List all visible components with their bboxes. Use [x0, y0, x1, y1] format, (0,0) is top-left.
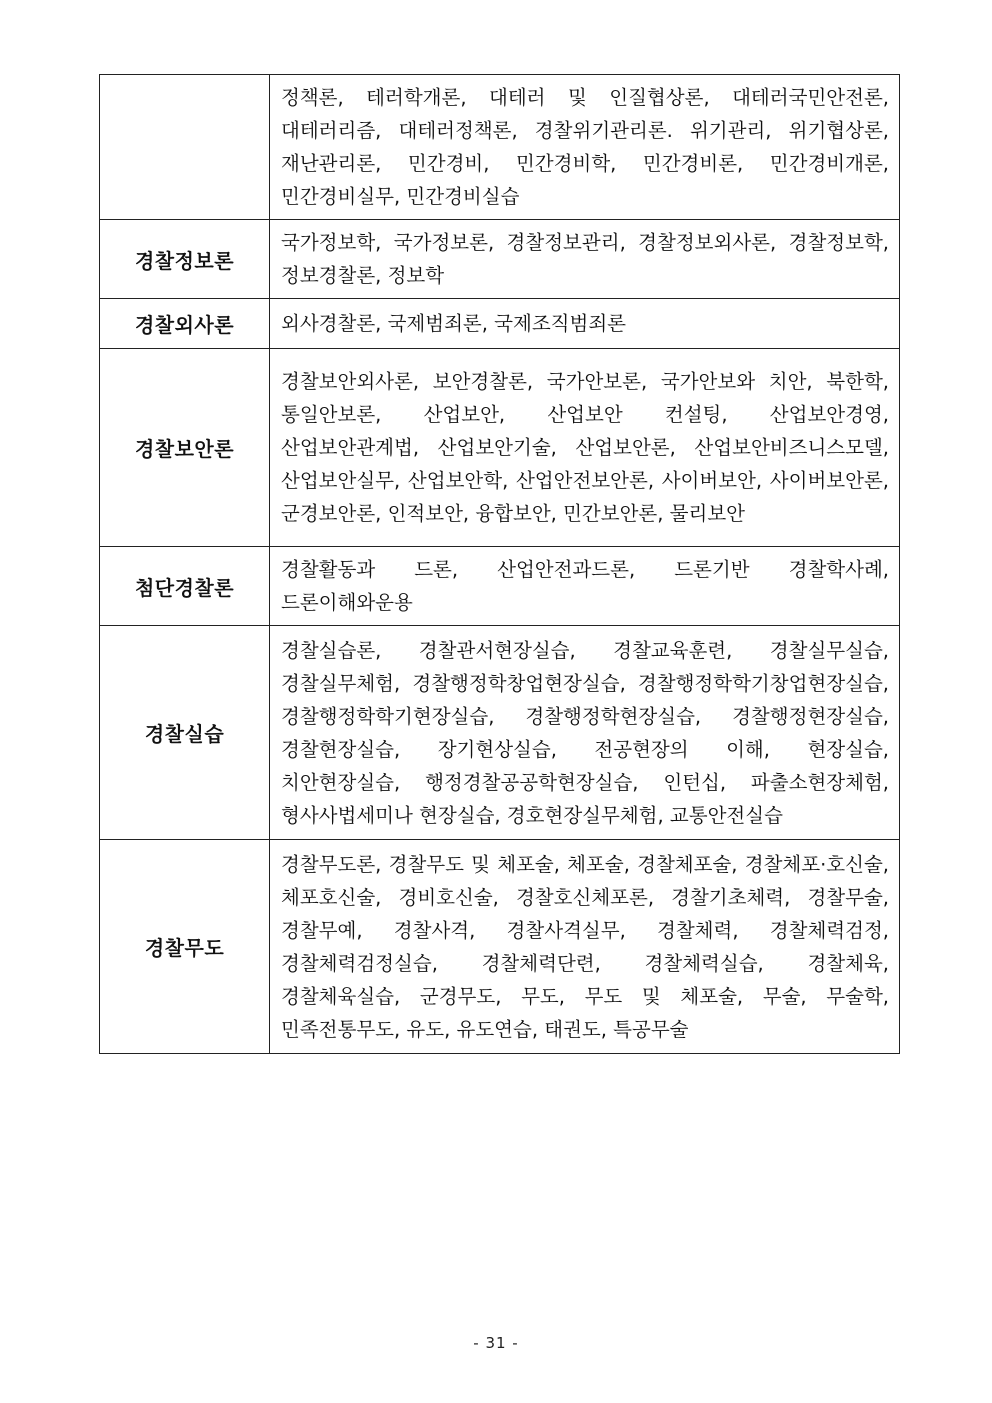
row-label: 첨단경찰론 — [100, 547, 270, 626]
row-content: 경찰보안외사론, 보안경찰론, 국가안보론, 국가안보와 치안, 북한학, 통일안보론, 산업보안, 산업보안 컨설팅, 산업보안경영, 산업보안관계법, 산업보안기술, 산업보안론, 산업보안비즈니스모델, 산업보안실무, 산업보안학, 산업안전보안론, 사이버보안, 사이버보안론, 군경보안론, 인적보안, 융합보안, 민간보안론, 물리보안 — [270, 349, 900, 547]
row-content: 경찰무도론, 경찰무도 및 체포술, 체포술, 경찰체포술, 경찰체포·호신술, 체포호신술, 경비호신술, 경찰호신체포론, 경찰기초체력, 경찰무술, 경찰무예, 경찰사격, 경찰사격실무, 경찰체력, 경찰체력검정, 경찰체력검정실습, 경찰체력단련, 경찰체력실습, 경찰체육, 경찰체육실습, 군경무도, 무도, 무도 및 체포술, 무술, 무술학, 민족전통무도, 유도, 유도연습, 태권도, 특공무술 — [270, 840, 900, 1054]
page-number: - 31 - — [473, 1334, 519, 1352]
row-content: 외사경찰론, 국제범죄론, 국제조직범죄론 — [270, 299, 900, 349]
row-content: 국가정보학, 국가정보론, 경찰정보관리, 경찰정보외사론, 경찰정보학, 정보경찰론, 정보학 — [270, 220, 900, 299]
row-content: 경찰실습론, 경찰관서현장실습, 경찰교육훈련, 경찰실무실습, 경찰실무체험, 경찰행정학창업현장실습, 경찰행정학학기창업현장실습, 경찰행정학학기현장실습, 경찰행정학현장실습, 경찰행정현장실습, 경찰현장실습, 장기현상실습, 전공현장의 이해, 현장실습, 치안현장실습, 행정경찰공공학현장실습, 인턴십, 파출소현장체험, 형사사법세미나 현장실습, 경호현장실무체험, 교통안전실습 — [270, 626, 900, 840]
table-row — [100, 547, 900, 626]
row-content: 경찰활동과 드론, 산업안전과드론, 드론기반 경찰학사례, 드론이해와운용 — [270, 547, 900, 626]
table-row — [100, 75, 900, 220]
table-row — [100, 840, 900, 1054]
row-label — [100, 75, 270, 220]
table-row — [100, 299, 900, 349]
row-label: 경찰실습 — [100, 626, 270, 840]
row-label: 경찰무도 — [100, 840, 270, 1054]
table-row — [100, 349, 900, 547]
row-label: 경찰정보론 — [100, 220, 270, 299]
course-table — [99, 74, 900, 1054]
table-row — [100, 220, 900, 299]
row-label: 경찰보안론 — [100, 349, 270, 547]
row-content: 정책론, 테러학개론, 대테러 및 인질협상론, 대테러국민안전론, 대테러리즘, 대테러정책론, 경찰위기관리론. 위기관리, 위기협상론, 재난관리론, 민간경비, 민간경비학, 민간경비론, 민간경비개론, 민간경비실무, 민간경비실습 — [270, 75, 900, 220]
table-row — [100, 626, 900, 840]
row-label: 경찰외사론 — [100, 299, 270, 349]
